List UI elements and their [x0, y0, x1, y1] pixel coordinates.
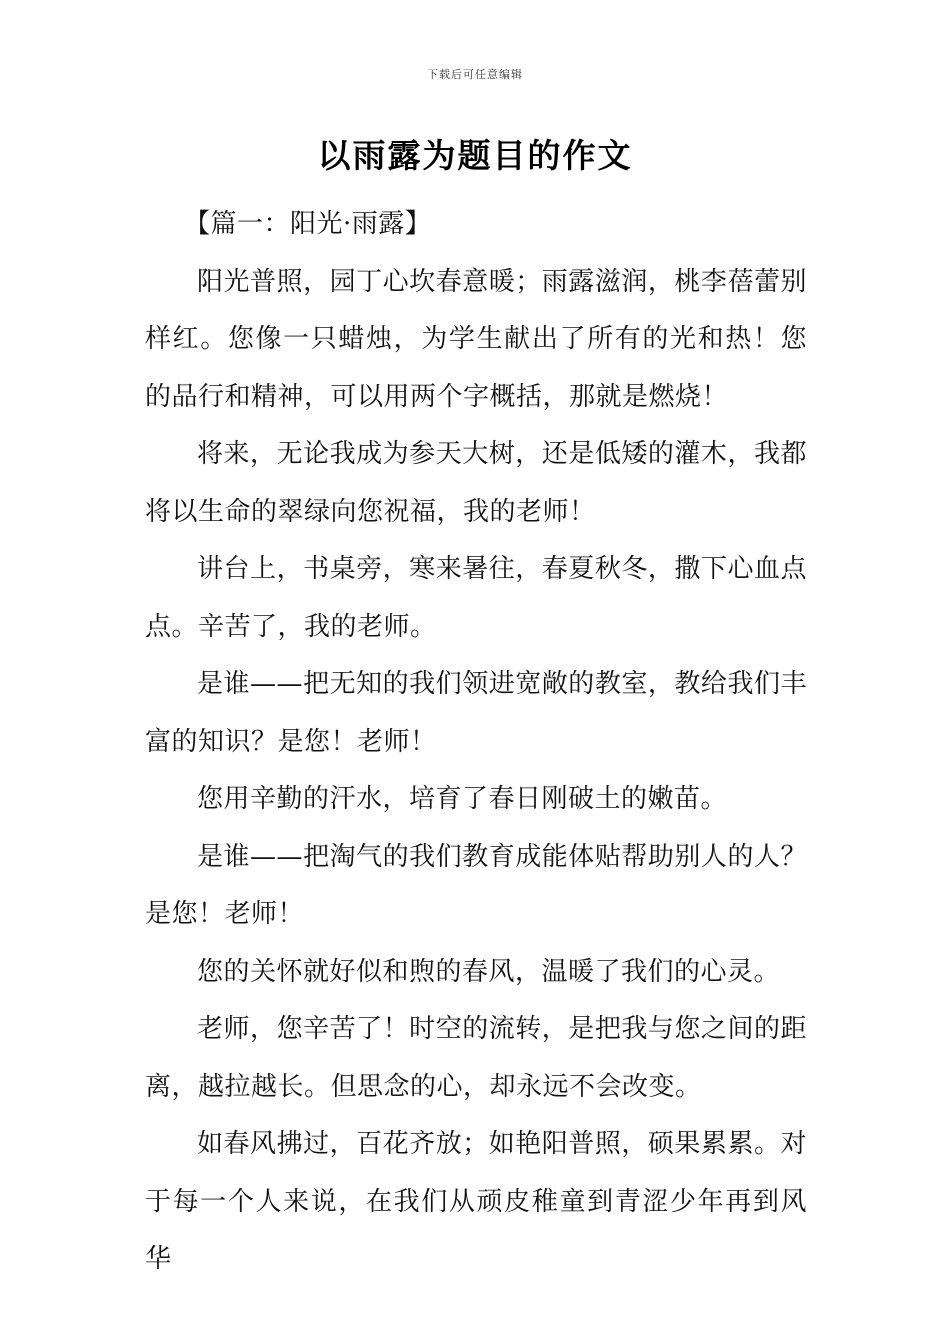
page-header-note: 下载后可任意编辑 [427, 68, 523, 81]
document-title: 以雨露为题目的作文 [317, 136, 633, 175]
paragraph: 是谁——把淘气的我们教育成能体贴帮助别人的人？是您！老师！ [145, 841, 807, 929]
paragraph: 将来，无论我成为参天大树，还是低矮的灌木，我都将以生命的翠绿向您祝福，我的老师！ [145, 439, 807, 527]
paragraph: 阳光普照，园丁心坎春意暖；雨露滋润，桃李蓓蕾别样红。您像一只蜡烛，为学生献出了所有的光和热！您的品行和精神，可以用两个字概括，那就是燃烧！ [145, 266, 807, 412]
paragraph: 如春风拂过，百花齐放；如艳阳普照，硕果累累。对于每一个人来说，在我们从顽皮稚童到青涩少年再到风华 [145, 1129, 807, 1274]
paragraph: 是谁——把无知的我们领进宽敞的教室，教给我们丰富的知识？是您！老师！ [145, 669, 807, 757]
document-body [145, 196, 807, 1289]
paragraph: 您用辛勤的汗水，培育了春日刚破土的嫩苗。 [197, 784, 728, 814]
paragraph: 您的关怀就好似和煦的春风，温暖了我们的心灵。 [197, 956, 781, 987]
paragraph: 讲台上，书桌旁，寒来暑往，春夏秋冬，撒下心血点点。辛苦了，我的老师。 [145, 554, 807, 642]
section-heading: 【篇一：阳光·雨露】 [184, 209, 432, 239]
paragraph: 老师，您辛苦了！时空的流转，是把我与您之间的距离，越拉越长。但思念的心，却永远不会改变。 [145, 1014, 807, 1102]
